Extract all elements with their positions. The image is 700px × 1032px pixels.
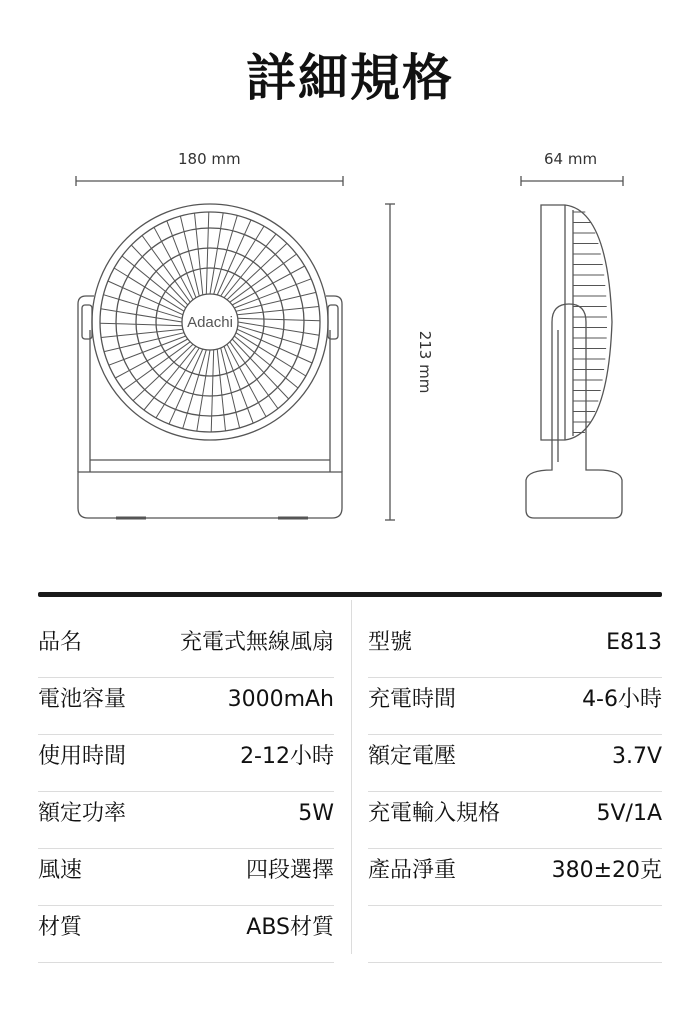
fan-front-view xyxy=(78,204,342,518)
spec-label: 使用時間 xyxy=(38,744,127,769)
fan-side-fins xyxy=(573,212,607,433)
spec-label: 電池容量 xyxy=(38,687,127,712)
spec-cell xyxy=(38,734,334,792)
spec-value: 380±20克 xyxy=(551,858,662,883)
spec-table-top-rule xyxy=(38,592,662,597)
spec-label: 型號 xyxy=(368,630,413,655)
spec-row xyxy=(38,848,662,905)
spec-cell xyxy=(368,848,662,906)
spec-value: 3000mAh xyxy=(227,687,334,712)
grille-spoke xyxy=(238,318,320,321)
grille-spoke xyxy=(238,326,317,350)
spec-value: 四段選擇 xyxy=(245,858,334,883)
grille-spoke xyxy=(100,323,182,326)
spec-row xyxy=(38,791,662,848)
spec-value: E813 xyxy=(606,630,662,655)
spec-table xyxy=(38,620,662,962)
spec-label: 額定功率 xyxy=(38,801,127,826)
spec-cell xyxy=(368,677,662,735)
depth-dimension-label: 64 mm xyxy=(544,150,598,168)
spec-row xyxy=(38,620,662,677)
fan-side-view xyxy=(526,205,622,518)
spec-cell xyxy=(38,905,334,963)
spec-value: 2-12小時 xyxy=(240,744,334,769)
spec-label: 充電時間 xyxy=(368,687,457,712)
brand-logo: Adachi xyxy=(187,314,233,331)
spec-value: 5W xyxy=(298,801,334,826)
grille-spoke xyxy=(197,350,210,431)
grille-spoke xyxy=(238,322,319,335)
spec-cell xyxy=(368,791,662,849)
width-dimension-line xyxy=(76,176,343,186)
spec-row xyxy=(38,734,662,791)
spec-cell xyxy=(368,620,662,678)
spec-label: 充電輸入規格 xyxy=(368,801,501,826)
spec-row xyxy=(38,677,662,734)
spec-value: 3.7V xyxy=(611,744,662,769)
grille-spoke xyxy=(103,295,182,319)
grille-spoke xyxy=(210,213,223,294)
grille-spoke xyxy=(211,350,214,432)
grille-spoke xyxy=(206,212,209,294)
depth-dimension-line xyxy=(521,176,623,186)
spec-label: 風速 xyxy=(38,858,83,883)
spec-value: 充電式無線風扇 xyxy=(179,630,334,655)
spec-label: 材質 xyxy=(38,915,83,940)
grille-spoke xyxy=(101,309,182,322)
spec-cell xyxy=(368,905,662,963)
spec-cell xyxy=(38,791,334,849)
spec-value: ABS材質 xyxy=(246,915,334,940)
grille-spoke xyxy=(214,215,238,294)
height-dimension-label: 213 mm xyxy=(416,330,434,394)
spec-label: 品名 xyxy=(38,630,83,655)
spec-label: 額定電壓 xyxy=(368,744,457,769)
height-dimension-line xyxy=(385,204,395,520)
page-title: 詳細規格 xyxy=(246,49,454,107)
spec-value: 4-6小時 xyxy=(582,687,662,712)
spec-cell xyxy=(38,620,334,678)
grille-spoke xyxy=(183,350,207,429)
spec-cell xyxy=(368,734,662,792)
spec-row xyxy=(38,905,662,962)
spec-label: 產品淨重 xyxy=(368,858,457,883)
width-dimension-label: 180 mm xyxy=(178,150,241,168)
spec-cell xyxy=(38,677,334,735)
spec-value: 5V/1A xyxy=(596,801,662,826)
spec-cell xyxy=(38,848,334,906)
